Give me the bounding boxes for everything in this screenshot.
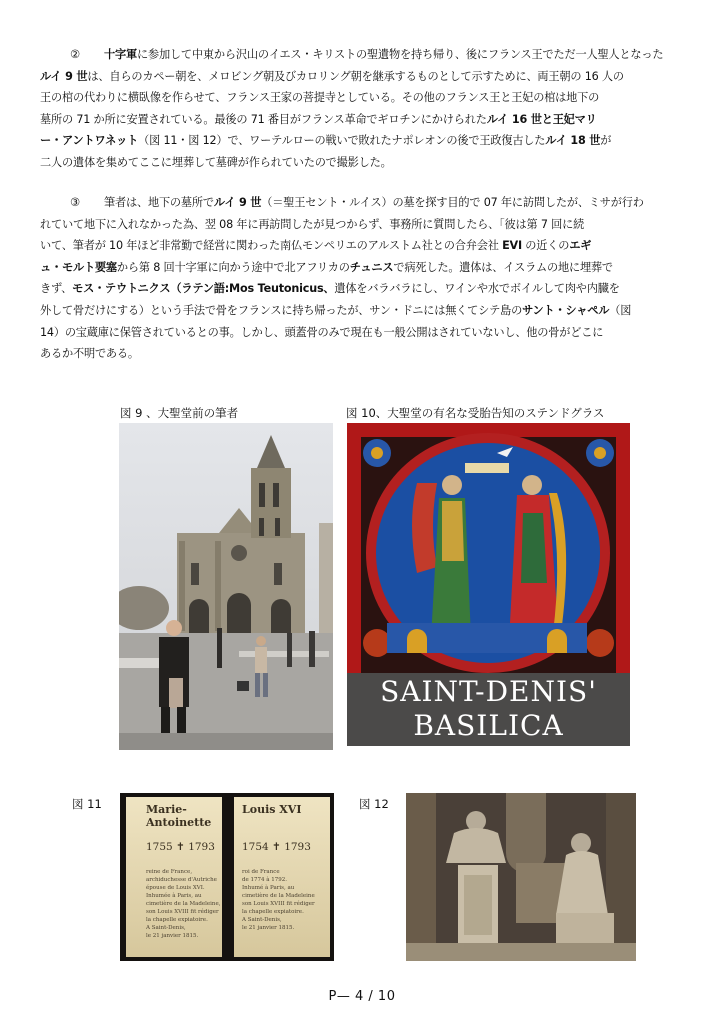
text-line xyxy=(72,44,672,66)
text-segment: （図 11・図 12）で、ワーテルローの戦いで敗れたナポレオンの後で王政復古した xyxy=(138,134,546,148)
text-segment: は、自らのカペー朝を、メロビング朝及びカロリング朝を継承するものとして示すために、両王朝の 16 人の xyxy=(87,69,624,83)
text-line xyxy=(40,66,672,88)
plaque-text-line: reine de France, xyxy=(146,869,193,875)
text-segment: いて、筆者が 10 年ほど非常勤で経営に関わった南仏モンペリエのアルストム社との合弁会社 xyxy=(40,239,503,253)
paragraph-2 xyxy=(40,44,672,174)
text-segment: が xyxy=(600,134,612,148)
text-segment: 墓所の 71 か所に安置されている。最後の 71 番目がフランス革命でギロチンにかけられた xyxy=(40,112,487,126)
bold-text: ルイ 16 世と王妃マリ xyxy=(486,112,597,126)
text-line xyxy=(40,214,672,236)
bold-text: モス・テウトニクス（ラテン語:Mos Teutonicus、 xyxy=(72,282,335,296)
text-line xyxy=(40,152,672,174)
plaque-text-line: roi de France xyxy=(242,869,280,875)
bold-text: ルイ 18 世 xyxy=(545,134,601,148)
plaque-text-line: le 21 janvier 1815. xyxy=(242,925,295,931)
plaque-text-line: Inhumé à Paris, au xyxy=(242,885,295,891)
bold-text: EVI xyxy=(502,239,522,253)
text-segment: （図 xyxy=(609,303,632,317)
plaque-marie-antoinette: Marie- Antoinette 1755 ✝ 1793 reine de France, archiduchesse d'Autriche épouse de Louis XVI. Inhumée à Paris, au cimetière de la Madeleine, son Louis XVIII fit rédiger la chapelle expiatoire. A Saint-Denis, le 21 janvier 1815. xyxy=(126,797,222,957)
bold-text: ー・アントワネット xyxy=(40,134,139,148)
text-segment: れていて地下に入れなかった為、翌 08 年に再訪問したが見つからず、事務所に質問したら、「彼は第 7 回に続 xyxy=(40,217,585,231)
figure-10-caption: 図 10、大聖堂の有名な受胎告知のステンドグラス xyxy=(346,406,605,420)
text-segment: 外して骨だけにする）という手法で骨をフランスに持ち帰ったが、サン・ドニには無くてシテ島の xyxy=(40,303,523,317)
text-segment: 二人の遺体を集めてここに埋葬して墓碑が作られていたので撮影した。 xyxy=(40,155,392,169)
text-line xyxy=(40,87,672,109)
plaque-text-line: la chapelle expiatoire. xyxy=(146,917,208,923)
plaque-text-line: le 21 janvier 1815. xyxy=(146,933,199,939)
bold-text: チュニス xyxy=(349,260,394,274)
text-segment: に参加して中東から沢山のイエス・キリストの聖遺物を持ち帰り、後にフランス王でただ一人聖人となった xyxy=(136,48,664,61)
royal-statues xyxy=(406,793,636,961)
text-segment: 筆者は、地下の墓所で xyxy=(104,196,214,209)
plaque-text-line: de 1774 à 1792. xyxy=(242,877,288,883)
cover-title-line-1: SAINT-DENIS' xyxy=(380,675,597,708)
text-segment: 王の棺の代わりに横臥像を作らせて、フランス王家の菩提寺としている。その他のフランス王と王妃の棺は地下の xyxy=(40,91,600,105)
cover-title-line-2: BASILICA xyxy=(413,709,564,742)
bold-text: サント・シャペル xyxy=(522,303,610,317)
text-segment: 14）の宝蔵庫に保管されているとの事。しかし、頭蓋骨のみで現在も一般公開はされていないし、他の骨がどこに xyxy=(40,325,604,339)
text-line xyxy=(40,130,672,152)
plaque-text-line: cimetière de la Madeleine, xyxy=(146,901,221,907)
text-line xyxy=(40,300,672,322)
figure-11-caption: 図 11 xyxy=(72,797,102,811)
text-line xyxy=(40,343,672,365)
bold-text: エギ xyxy=(569,239,592,253)
page-number: P— 4 / 10 xyxy=(328,989,396,1004)
figure-12-caption: 図 12 xyxy=(359,797,389,811)
text-line xyxy=(40,235,672,257)
plaque-text-line: son Louis XVIII fit rédiger xyxy=(146,909,219,915)
plaque-text-line: A Saint-Denis, xyxy=(242,917,282,923)
text-line xyxy=(40,278,672,300)
figure-9-photo xyxy=(119,423,333,750)
text-segment: （＝聖王セント・ルイス）の墓を探す目的で 07 年に訪問したが、ミサが行わ xyxy=(261,196,644,209)
bold-text: ュ・モルト要塞 xyxy=(40,260,117,274)
paragraph-number: ③ xyxy=(70,196,80,209)
basilica-photo xyxy=(119,423,333,750)
stained-glass-window xyxy=(347,423,630,673)
text-segment: あるか不明である。 xyxy=(40,347,139,361)
text-line xyxy=(72,192,672,214)
text-segment: 遺体をバラバラにし、ワインや水でボイルして肉や内臓を xyxy=(334,282,620,296)
paragraph-body xyxy=(40,44,672,174)
text-segment: きず、 xyxy=(40,282,73,296)
plaque-text-line: archiduchesse d'Autriche xyxy=(146,877,217,883)
text-segment: で病死した。遺体は、イスラムの地に埋葬で xyxy=(393,260,613,274)
bold-text: 十字軍 xyxy=(104,48,137,61)
figure-9-caption: 図 9 、大聖堂前の筆者 xyxy=(120,406,239,420)
figure-10-photo xyxy=(347,423,630,746)
plaque-text-line: cimetière de la Madeleine xyxy=(242,893,315,899)
plaque-text-line: Inhumée à Paris, au xyxy=(146,893,202,899)
text-line xyxy=(40,109,672,131)
plaque-text-line: A Saint-Denis, xyxy=(146,925,186,931)
text-line xyxy=(40,257,672,279)
paragraph-body xyxy=(40,192,672,365)
text-segment: から第 8 回十字軍に向かう途中で北アフリカの xyxy=(116,260,350,274)
plaque-louis-xvi: Louis XVI 1754 ✝ 1793 roi de France de 1774 à 1792. Inhumé à Paris, au cimetière de la Madeleine son Louis XVIII fit rédiger la chapelle expiatoire. A Saint-Denis, le 21 janvier 1815. xyxy=(234,797,330,957)
text-line xyxy=(40,322,672,344)
plaque-text-line: épouse de Louis XVI. xyxy=(146,885,205,891)
bold-text: ルイ 9 世 xyxy=(40,69,88,83)
bold-text: ルイ 9 世 xyxy=(213,196,262,209)
plaque-text-line: la chapelle expiatoire. xyxy=(242,909,304,915)
text-segment: の近くの xyxy=(521,239,570,253)
figure-11-photo xyxy=(120,793,334,961)
figure-12-photo xyxy=(406,793,636,961)
plaque-text-line: son Louis XVIII fit rédiger xyxy=(242,901,315,907)
paragraph-3 xyxy=(40,192,672,365)
paragraph-number: ② xyxy=(70,48,80,61)
